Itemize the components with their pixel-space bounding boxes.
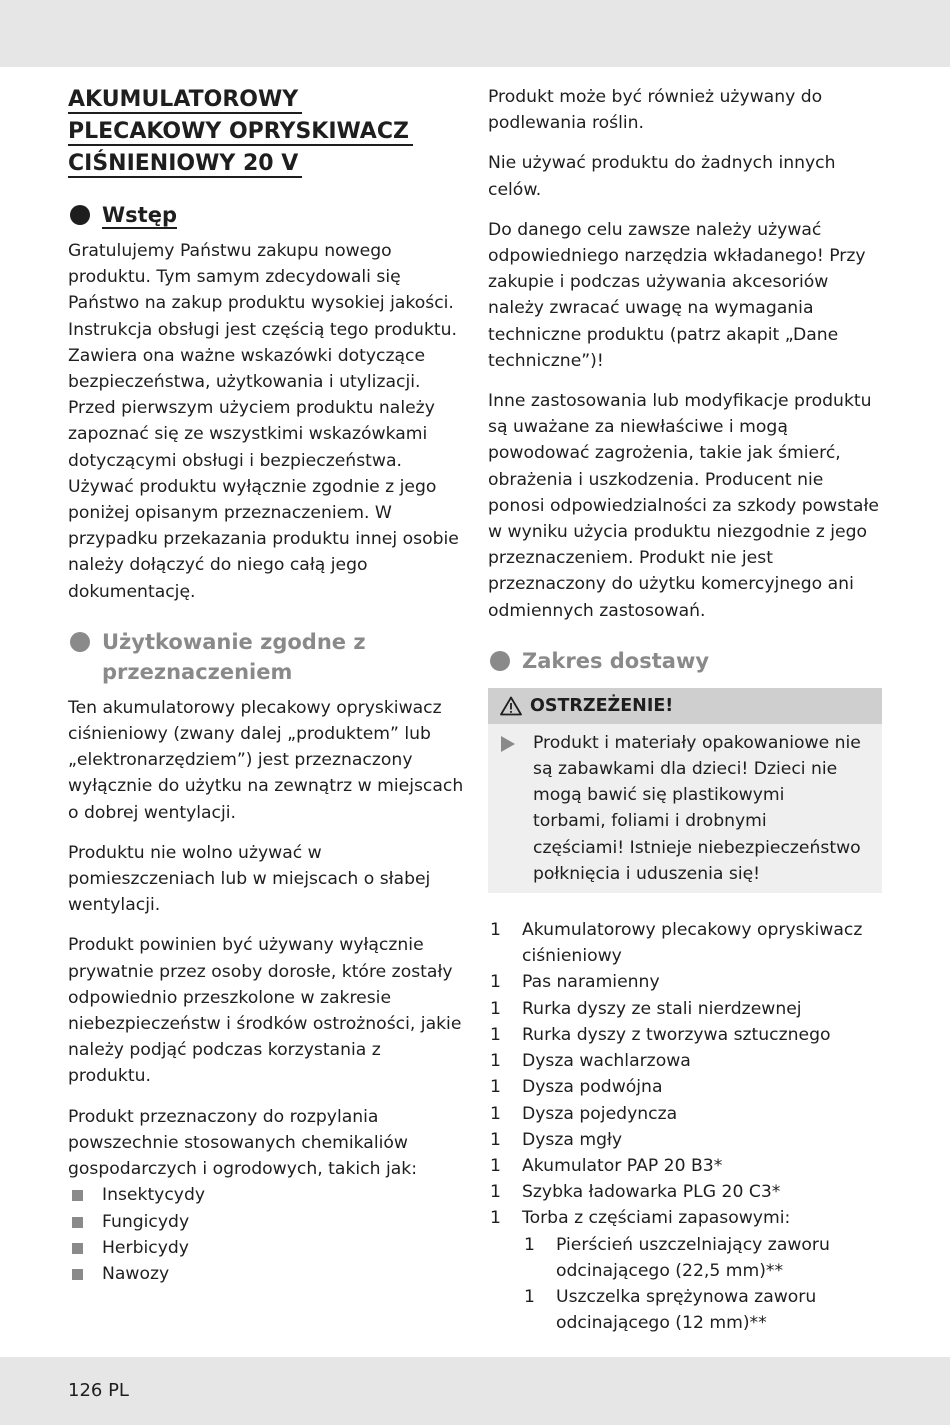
circle-bullet-icon <box>70 632 90 652</box>
title-line-3: CIŚNIENIOWY 20 V <box>68 151 302 178</box>
item-text: Dysza podwójna <box>522 1077 663 1098</box>
usage-heading-text: Użytkowanie zgodne z przeznaczeniem <box>102 629 366 684</box>
item-quantity: 1 <box>490 1155 501 1176</box>
item-text: Akumulatorowy plecakowy opryskiwacz ciśnieniowy <box>522 920 863 967</box>
delivery-list <box>488 917 882 1336</box>
intro-paragraph: Gratulujemy Państwu zakupu nowego produktu. Tym samym zdecydowali się Państwo na zakup produktu wysokiej jakości. Instrukcja obsługi jest częścią tego produktu. Zawiera ona ważne wskazówki dotyczące bezpieczeństwa, użytkowania i utylizacji. Przed pierwszym użyciem produktu należy zapoznać się ze wszystkimi wskazówkami dotyczącymi obsługi i bezpieczeństwa. Używać produktu wyłącznie zgodnie z jego poniżej opisanym przeznaczeniem. W przypadku przekazania produktu innej osobie należy dołączyć do niego całą jego dokumentację. <box>68 241 459 602</box>
usage-paragraph-3: Produkt powinien być używany wyłącznie prywatnie przez osoby dorosłe, które zostały odpowiednio przeszkolone w zakresie niebezpieczeństw i środków ostrożności, jakie należy podjąć podczas korzystania z produktu. <box>68 935 462 1087</box>
list-item <box>68 1209 468 1235</box>
square-bullet-icon <box>72 1243 83 1254</box>
list-item <box>488 1048 882 1074</box>
list-item-text: Nawozy <box>102 1263 170 1284</box>
top-band <box>0 0 950 67</box>
item-quantity: 1 <box>490 972 501 993</box>
intro-heading <box>68 200 468 230</box>
list-item-text: Insektycydy <box>102 1185 206 1206</box>
warning-box <box>488 688 882 893</box>
item-text: Dysza pojedyncza <box>522 1103 678 1124</box>
list-item <box>488 1153 882 1179</box>
list-item <box>488 1205 882 1336</box>
item-text: Rurka dyszy ze stali nierdzewnej <box>522 998 802 1019</box>
item-quantity: 1 <box>490 1051 501 1072</box>
warning-header <box>488 688 882 724</box>
right-paragraph-1: Produkt może być również używany do podlewania roślin. <box>488 87 823 134</box>
list-item <box>488 996 882 1022</box>
list-item <box>68 1235 468 1261</box>
list-item <box>488 917 882 969</box>
list-item <box>488 1022 882 1048</box>
item-text: Rurka dyszy z tworzywa sztucznego <box>522 1024 831 1045</box>
list-item <box>68 1182 468 1208</box>
circle-bullet-icon <box>490 651 510 671</box>
chemicals-list <box>68 1182 468 1287</box>
title-line-2: PLECAKOWY OPRYSKIWACZ <box>68 119 413 146</box>
square-bullet-icon <box>72 1217 83 1228</box>
usage-paragraph-2: Produktu nie wolno używać w pomieszczeniach lub w miejscach o słabej wentylacji. <box>68 842 431 916</box>
circle-bullet-icon <box>70 205 90 225</box>
item-quantity: 1 <box>490 998 501 1019</box>
item-text: Pas naramienny <box>522 972 660 993</box>
list-item <box>488 1179 882 1205</box>
list-item <box>488 969 882 995</box>
list-item <box>488 1101 882 1127</box>
list-item <box>488 1074 882 1100</box>
item-quantity: 1 <box>490 1129 501 1150</box>
item-text: Szybka ładowarka PLG 20 C3* <box>522 1182 781 1203</box>
list-item <box>68 1261 468 1287</box>
warning-item <box>488 724 882 887</box>
square-bullet-icon <box>72 1269 83 1280</box>
warning-triangle-icon <box>500 696 522 716</box>
right-paragraph-4: Inne zastosowania lub modyfikacje produktu są uważane za niewłaściwe i mogą powodować zagrożenia, takie jak śmierć, obrażenia i uszkodzenia. Producent nie ponosi odpowiedzialności za szkody powstałe w wyniku użycia produktu niezgodnie z jego przeznaczeniem. Produkt nie jest przeznaczony do użytku komercyjnego ani odmiennych zastosowań. <box>488 391 879 621</box>
usage-heading <box>68 627 468 687</box>
list-item-text: Fungicydy <box>102 1211 190 1232</box>
item-text: Akumulator PAP 20 B3* <box>522 1155 723 1176</box>
item-quantity: 1 <box>490 1182 501 1203</box>
item-quantity: 1 <box>490 920 501 941</box>
document-title <box>68 84 468 180</box>
left-column <box>68 84 468 1301</box>
item-quantity: 1 <box>524 1286 535 1307</box>
list-item <box>522 1284 882 1336</box>
item-text: Pierścień uszczelniający zaworu odcinającego (22,5 mm)** <box>556 1234 830 1281</box>
item-quantity: 1 <box>524 1234 535 1255</box>
usage-paragraph-1: Ten akumulatorowy plecakowy opryskiwacz ciśnieniowy (zwany dalej „produktem” lub „elektronarzędziem”) jest przeznaczony wyłącznie do użytku na zewnątrz w miejscach o dobrej wentylacji. <box>68 697 464 823</box>
list-item-text: Herbicydy <box>102 1237 189 1258</box>
right-column <box>488 84 882 1336</box>
right-paragraph-2: Nie używać produktu do żadnych innych celów. <box>488 153 836 200</box>
item-text: Torba z częściami zapasowymi: <box>522 1208 791 1229</box>
list-item <box>488 1127 882 1153</box>
arrow-bullet-icon <box>501 736 515 752</box>
title-line-1: AKUMULATOROWY <box>68 87 302 114</box>
item-quantity: 1 <box>490 1024 501 1045</box>
item-quantity: 1 <box>490 1077 501 1098</box>
square-bullet-icon <box>72 1190 83 1201</box>
item-quantity: 1 <box>490 1103 501 1124</box>
warning-text: Produkt i materiały opakowaniowe nie są zabawkami dla dzieci! Dzieci nie mogą bawić się plastikowymi torbami, foliami i drobnymi częściami! Istnieje niebezpieczeństwo połknięcia i uduszenia się! <box>533 732 861 884</box>
usage-paragraph-4: Produkt przeznaczony do rozpylania powszechnie stosowanych chemikaliów gospodarczych i ogrodowych, takich jak: <box>68 1106 418 1180</box>
warning-title: OSTRZEŻENIE! <box>530 695 674 716</box>
right-paragraph-3: Do danego celu zawsze należy używać odpowiedniego narzędzia wkładanego! Przy zakupie i podczas używania akcesoriów należy zwracać uwagę na wymagania techniczne produktu (patrz akapit „Dane techniczne”)! <box>488 219 866 371</box>
spare-parts-list <box>522 1232 882 1337</box>
bottom-band <box>0 1357 950 1425</box>
item-text: Uszczelka sprężynowa zaworu odcinającego (12 mm)** <box>556 1286 817 1334</box>
list-item <box>522 1232 882 1284</box>
item-text: Dysza wachlarzowa <box>522 1051 691 1072</box>
delivery-heading <box>488 646 882 676</box>
delivery-heading-text: Zakres dostawy <box>522 648 710 673</box>
intro-heading-text: Wstęp <box>102 203 177 227</box>
page-number: 126 PL <box>68 1380 129 1401</box>
item-text: Dysza mgły <box>522 1129 623 1150</box>
item-quantity: 1 <box>490 1208 501 1229</box>
